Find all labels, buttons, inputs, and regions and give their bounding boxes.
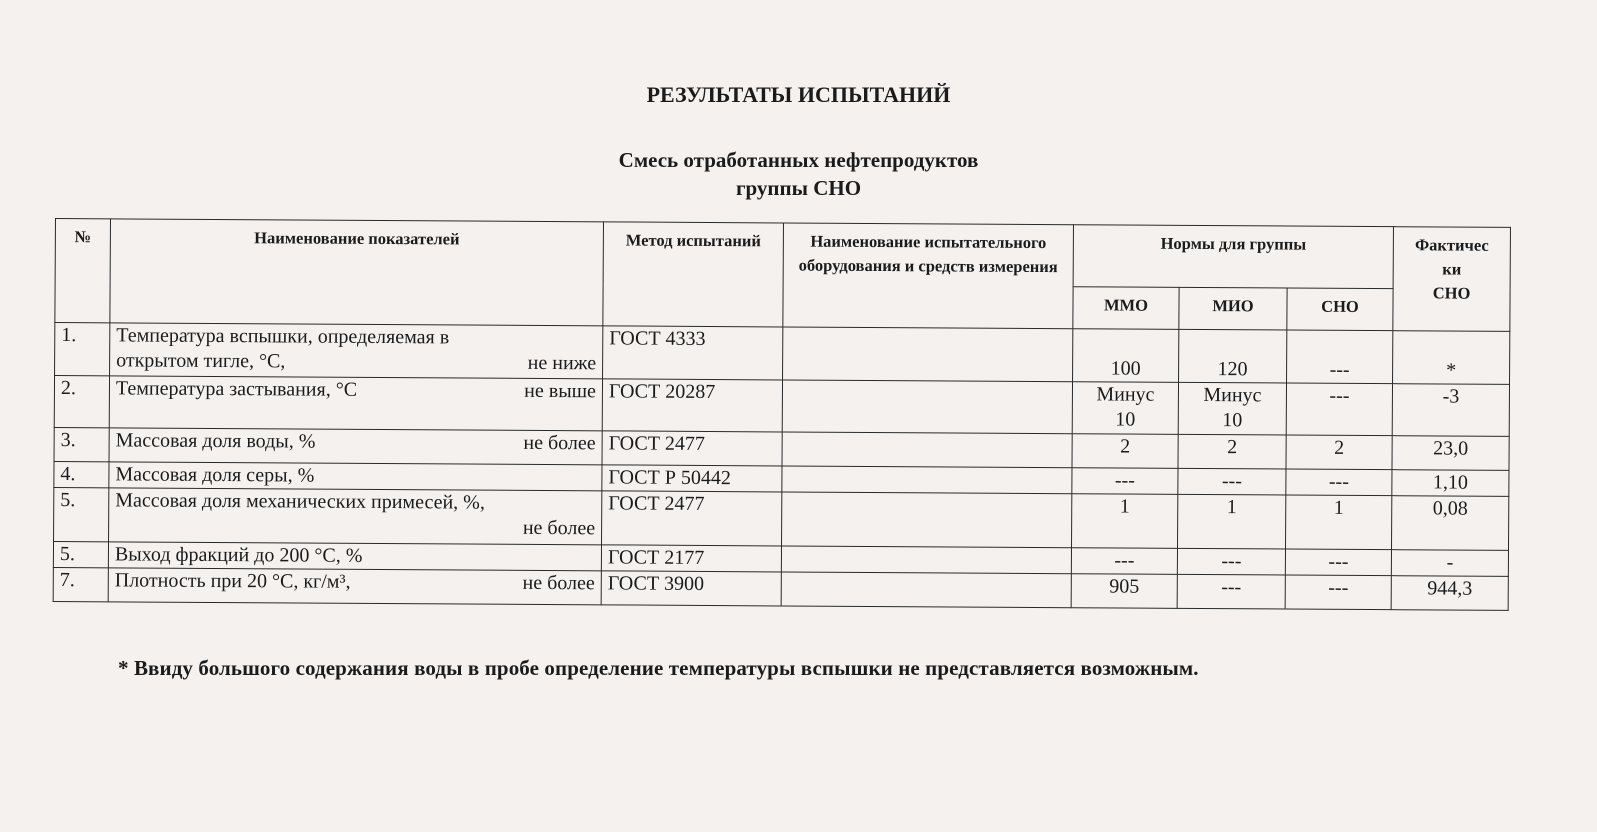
header-actual-line-1: Фактичес [1414, 235, 1489, 255]
results-table [53, 218, 1511, 611]
row-mio: --- [1177, 548, 1285, 575]
row-indicator-name [108, 542, 601, 571]
row-num: 5. [54, 487, 109, 541]
row-sno: 2 [1286, 435, 1392, 470]
header-actual-line-2: ки [1442, 259, 1462, 279]
row-equipment [782, 380, 1072, 434]
row-sno: 1 [1286, 495, 1392, 550]
row-method: ГОСТ Р 50442 [602, 465, 782, 492]
row-num: 3. [54, 427, 109, 461]
header-method: Метод испытаний [603, 222, 784, 327]
row-actual: - [1391, 550, 1508, 577]
row-method: ГОСТ 3900 [601, 571, 781, 606]
header-norms: Нормы для группы [1073, 225, 1393, 289]
row-equipment [782, 466, 1072, 494]
table-row [55, 323, 1510, 385]
row-mio: --- [1178, 468, 1286, 495]
row-name-line-1: Температура вспышки, определяемая в [116, 324, 450, 349]
footnote: * Ввиду большого содержания воды в пробе определение температуры вспышки не представляется возможным. [118, 656, 1199, 680]
row-name-text: Массовая доля серы, % [115, 463, 315, 487]
row-mio-line-1: Минус [1203, 384, 1262, 407]
header-equipment: Наименование испытательного оборудования и средств измерения [783, 223, 1074, 329]
row-qualifier: не более [522, 571, 595, 595]
row-name-text: Температура застывания, °С [115, 377, 358, 401]
row-num: 2. [54, 376, 109, 428]
header-actual-line-3: СНО [1432, 283, 1471, 303]
row-equipment [781, 572, 1071, 608]
row-num: 7. [53, 567, 108, 601]
row-qualifier: не более [523, 431, 596, 455]
row-name-text: Выход фракций до 200 °С, % [114, 543, 363, 567]
row-indicator-name [108, 568, 601, 605]
row-mmo: 100 [1073, 329, 1179, 383]
subtitle-line-1: Смесь отработанных нефтепродуктов [618, 148, 979, 172]
row-sno: --- [1287, 330, 1393, 384]
row-mio: --- [1177, 574, 1285, 609]
header-sno: СНО [1287, 288, 1393, 331]
row-mmo: --- [1072, 468, 1178, 495]
row-name-text: Массовая доля воды, % [115, 429, 316, 453]
row-actual: -3 [1392, 384, 1509, 437]
row-name-text: открытом тигле, °С, [116, 349, 286, 373]
row-method: ГОСТ 2177 [601, 545, 781, 572]
row-actual: 0,08 [1392, 496, 1509, 551]
row-indicator-name [109, 488, 602, 545]
row-method: ГОСТ 20287 [602, 379, 782, 432]
row-equipment [782, 492, 1072, 548]
row-sno: --- [1286, 383, 1392, 436]
table-row [54, 376, 1509, 437]
row-sno: --- [1285, 549, 1391, 576]
row-sno: --- [1285, 575, 1391, 610]
row-actual: 23,0 [1392, 436, 1509, 471]
row-method: ГОСТ 2477 [602, 491, 782, 546]
row-name-text: Плотность при 20 °С, кг/м³, [114, 569, 351, 593]
page-title: РЕЗУЛЬТАТЫ ИСПЫТАНИЙ [646, 82, 951, 107]
row-qualifier: не более [522, 516, 596, 540]
table-header-row [55, 219, 1510, 290]
row-mmo [1072, 382, 1178, 435]
row-name-line-2 [116, 348, 596, 376]
row-mmo: --- [1071, 548, 1177, 575]
row-actual: * [1393, 331, 1510, 385]
row-num: 4. [54, 461, 109, 487]
row-mmo: 905 [1071, 574, 1177, 609]
header-num: № [55, 219, 111, 323]
row-qualifier: не ниже [527, 351, 597, 375]
row-equipment [781, 546, 1071, 574]
row-equipment [782, 432, 1072, 468]
row-indicator-name [109, 376, 602, 431]
row-num: 5. [53, 541, 108, 567]
row-method: ГОСТ 2477 [602, 431, 782, 466]
row-actual: 1,10 [1392, 470, 1509, 497]
row-method: ГОСТ 4333 [603, 326, 783, 380]
row-actual: 944,3 [1391, 576, 1508, 611]
table-row [54, 487, 1509, 550]
row-mio-line-2: 10 [1222, 409, 1243, 432]
row-mmo-line-1: Минус [1096, 383, 1155, 406]
row-name-line-1: Массовая доля механических примесей, %, [115, 489, 485, 514]
row-mio: 1 [1178, 494, 1286, 549]
row-sno: --- [1286, 469, 1392, 496]
header-mmo: ММО [1073, 287, 1179, 330]
row-indicator-name [109, 428, 602, 465]
row-indicator-name [109, 462, 602, 491]
document-subtitle [0, 146, 1597, 202]
row-mmo-line-2: 10 [1115, 408, 1136, 431]
header-mio: МИО [1179, 287, 1287, 330]
subtitle-line-2: группы СНО [735, 176, 862, 200]
row-mmo: 2 [1072, 434, 1178, 469]
row-indicator-name [110, 323, 603, 379]
row-mio [1178, 382, 1286, 435]
row-mmo: 1 [1072, 494, 1178, 549]
row-equipment [783, 327, 1073, 382]
row-mio: 120 [1179, 329, 1287, 383]
row-mio: 2 [1178, 434, 1286, 469]
header-indicator-name: Наименование показателей [110, 219, 604, 326]
row-qualifier: не выше [524, 379, 597, 403]
header-actual [1393, 227, 1511, 332]
row-num: 1. [55, 323, 110, 376]
